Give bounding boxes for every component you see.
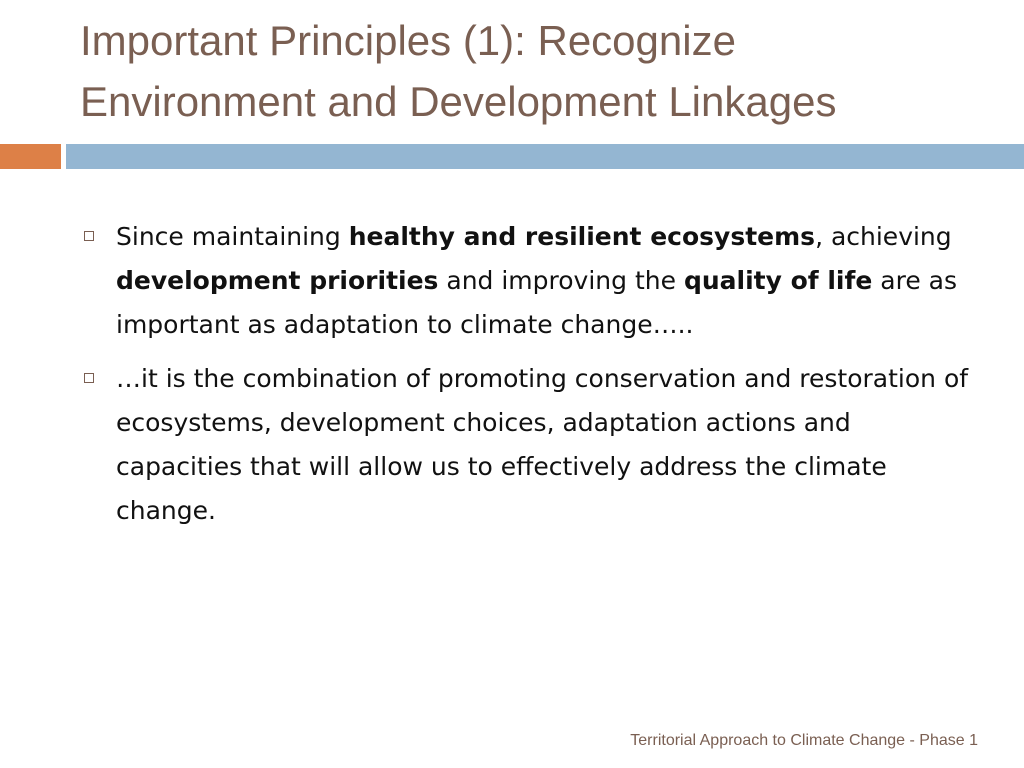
bullet-1-bold-development-priorities: development priorities: [116, 266, 439, 295]
title-accent-bar-blue: [66, 144, 1024, 169]
bullet-text-1: [116, 215, 980, 347]
bullet-1-bold-healthy-ecosystems: healthy and resilient ecosystems: [348, 222, 816, 251]
bullet-1-text-part-3: and improving the: [438, 266, 684, 295]
hollow-square-bullet-icon: [84, 373, 94, 383]
bullet-1-text-part-4: are as important as adaptation to climate change…..: [116, 266, 957, 339]
bullet-1-text-part-2: , achieving: [815, 222, 952, 251]
slide-footer: Territorial Approach to Climate Change - Phase 1: [630, 732, 978, 749]
bullet-1-text-part-1: Since maintaining: [116, 222, 349, 251]
slide-title-line-1: Important Principles (1): Recognize: [80, 17, 736, 64]
bullet-text-2: …it is the combination of promoting conservation and restoration of ecosystems, development choices, adaptation actions and capacities that will allow us to effectively address the climate change.: [116, 364, 969, 525]
slide-title-line-2: Environment and Development Linkages: [80, 78, 837, 125]
slide-title: [80, 10, 1000, 132]
hollow-square-bullet-icon: [84, 231, 94, 241]
bullet-list: [80, 215, 980, 543]
bullet-item-1: [80, 215, 980, 347]
bullet-1-bold-quality-of-life: quality of life: [683, 266, 873, 295]
title-accent-bar-orange: [0, 144, 61, 169]
bullet-item-2: [80, 357, 980, 533]
